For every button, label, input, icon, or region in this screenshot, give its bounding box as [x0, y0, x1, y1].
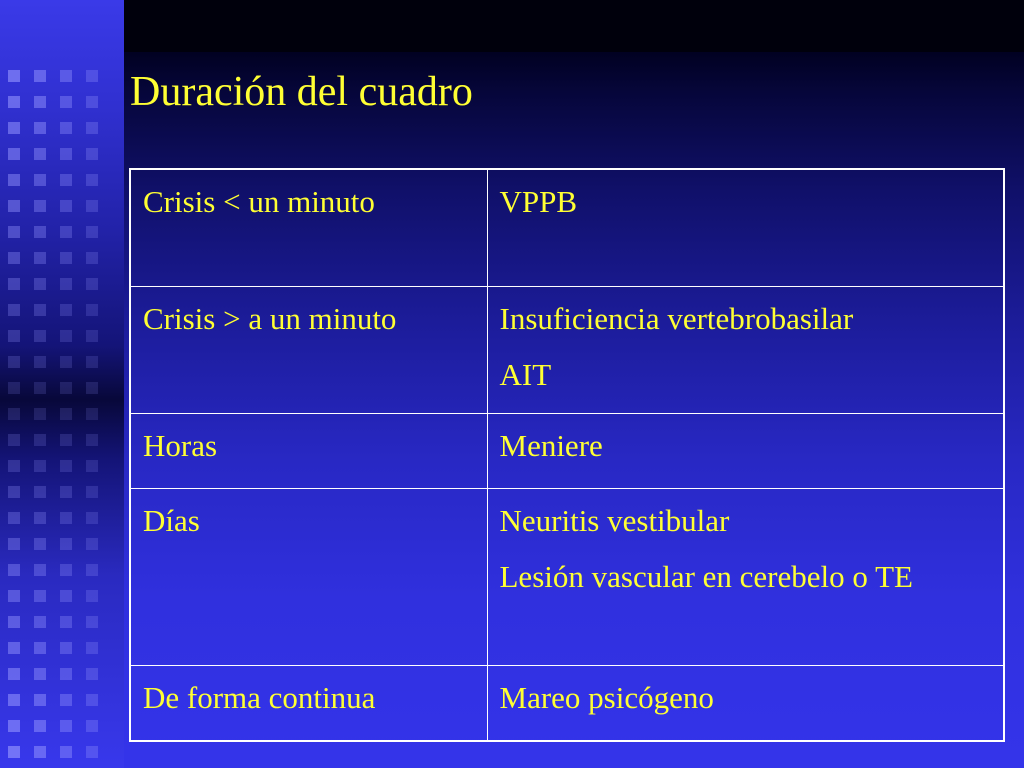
- decorative-square: [8, 746, 20, 758]
- decorative-square: [8, 668, 20, 680]
- decorative-square: [86, 720, 98, 732]
- decorative-square: [8, 694, 20, 706]
- decorative-square: [8, 486, 20, 498]
- diagnosis-cell: [487, 287, 1004, 414]
- duration-cell: Crisis > a un minuto: [130, 287, 487, 414]
- decorative-square: [8, 330, 20, 342]
- decorative-square: [60, 70, 72, 82]
- decorative-square: [86, 174, 98, 186]
- decorative-square: [60, 200, 72, 212]
- diagnosis-cell: [487, 414, 1004, 489]
- diagnosis-text: Mareo psicógeno: [499, 680, 714, 715]
- decorative-square: [34, 720, 46, 732]
- decorative-square: [34, 382, 46, 394]
- decorative-square: [60, 304, 72, 316]
- decorative-square: [8, 538, 20, 550]
- decorative-square: [86, 356, 98, 368]
- decorative-square: [60, 564, 72, 576]
- decorative-square: [60, 668, 72, 680]
- decorative-square: [86, 278, 98, 290]
- diagnosis-cell: [487, 169, 1004, 287]
- decorative-square: [8, 512, 20, 524]
- decorative-square: [34, 694, 46, 706]
- decorative-square: [86, 122, 98, 134]
- diagnosis-text: Meniere: [499, 428, 603, 463]
- decorative-square: [34, 642, 46, 654]
- decorative-square: [8, 226, 20, 238]
- decorative-square: [8, 96, 20, 108]
- decorative-square: [34, 564, 46, 576]
- diagnosis-text: AIT: [499, 357, 552, 392]
- decorative-square: [86, 694, 98, 706]
- decorative-square: [60, 486, 72, 498]
- decorative-square: [34, 174, 46, 186]
- decorative-square: [86, 590, 98, 602]
- decorative-square: [8, 460, 20, 472]
- decorative-square: [86, 408, 98, 420]
- decorative-square: [86, 642, 98, 654]
- decorative-square: [60, 174, 72, 186]
- diagnosis-text: Neuritis vestibular: [499, 503, 730, 538]
- decorative-square: [86, 746, 98, 758]
- duration-cell: Horas: [130, 414, 487, 489]
- decorative-square: [34, 538, 46, 550]
- decorative-square: [8, 434, 20, 446]
- decorative-square: [34, 356, 46, 368]
- decorative-square: [86, 486, 98, 498]
- decorative-square: [60, 616, 72, 628]
- decorative-square: [60, 538, 72, 550]
- decorative-square: [60, 460, 72, 472]
- decorative-square: [34, 226, 46, 238]
- diagnosis-cell: [487, 666, 1004, 742]
- decorative-square: [34, 486, 46, 498]
- decorative-square: [86, 96, 98, 108]
- decorative-square: [34, 668, 46, 680]
- decorative-square: [34, 616, 46, 628]
- decorative-square: [60, 278, 72, 290]
- table-row: [130, 666, 1004, 742]
- decorative-square: [60, 642, 72, 654]
- top-dark-band: [124, 0, 1024, 52]
- decorative-square: [60, 356, 72, 368]
- decorative-square: [60, 330, 72, 342]
- table-row: [130, 414, 1004, 489]
- decorative-square: [86, 616, 98, 628]
- decorative-square: [60, 720, 72, 732]
- decorative-square: [34, 122, 46, 134]
- decorative-square: [86, 330, 98, 342]
- duration-diagnosis-table: [129, 168, 1005, 742]
- duration-cell: Crisis < un minuto: [130, 169, 487, 287]
- decorative-square: [86, 538, 98, 550]
- duration-cell: De forma continua: [130, 666, 487, 742]
- decorative-square: [60, 226, 72, 238]
- decorative-square: [8, 304, 20, 316]
- decorative-square: [8, 278, 20, 290]
- diagnosis-text: Lesión vascular en cerebelo o TE: [499, 559, 913, 594]
- decorative-square: [34, 252, 46, 264]
- decorative-square: [86, 70, 98, 82]
- decorative-square: [34, 148, 46, 160]
- decorative-square: [60, 694, 72, 706]
- decorative-square: [34, 200, 46, 212]
- decorative-square: [86, 304, 98, 316]
- decorative-square: [60, 408, 72, 420]
- decorative-square: [86, 226, 98, 238]
- table-row: [130, 489, 1004, 666]
- square-pattern-decoration: [0, 0, 124, 768]
- decorative-square: [86, 434, 98, 446]
- decorative-square: [86, 460, 98, 472]
- decorative-square: [8, 564, 20, 576]
- decorative-square: [34, 460, 46, 472]
- decorative-square: [86, 668, 98, 680]
- decorative-square: [86, 148, 98, 160]
- decorative-square: [8, 356, 20, 368]
- decorative-square: [8, 408, 20, 420]
- decorative-square: [8, 200, 20, 212]
- decorative-square: [34, 70, 46, 82]
- decorative-square: [8, 590, 20, 602]
- decorative-square: [60, 382, 72, 394]
- decorative-square: [60, 512, 72, 524]
- duration-cell: Días: [130, 489, 487, 666]
- decorative-square: [34, 408, 46, 420]
- decorative-square: [34, 590, 46, 602]
- decorative-square: [34, 512, 46, 524]
- decorative-square: [86, 252, 98, 264]
- decorative-square: [86, 382, 98, 394]
- decorative-square: [34, 304, 46, 316]
- decorative-square: [34, 330, 46, 342]
- decorative-square: [8, 70, 20, 82]
- decorative-square: [8, 252, 20, 264]
- table-row: [130, 287, 1004, 414]
- diagnosis-cell: [487, 489, 1004, 666]
- decorative-square: [34, 746, 46, 758]
- decorative-square: [86, 564, 98, 576]
- slide-title: Duración del cuadro: [130, 69, 473, 115]
- decorative-square: [8, 720, 20, 732]
- decorative-square: [86, 512, 98, 524]
- diagnosis-text: Insuficiencia vertebrobasilar: [499, 301, 854, 336]
- decorative-square: [34, 434, 46, 446]
- decorative-square: [60, 122, 72, 134]
- decorative-square: [34, 96, 46, 108]
- decorative-square: [8, 616, 20, 628]
- table-row: [130, 169, 1004, 287]
- duration-table-container: [129, 168, 1003, 742]
- decorative-square: [8, 174, 20, 186]
- decorative-square: [8, 382, 20, 394]
- decorative-square: [86, 200, 98, 212]
- decorative-square: [60, 148, 72, 160]
- decorative-square: [60, 746, 72, 758]
- decorative-square: [60, 590, 72, 602]
- decorative-square: [34, 278, 46, 290]
- decorative-square: [8, 642, 20, 654]
- decorative-square: [60, 252, 72, 264]
- decorative-square: [60, 434, 72, 446]
- diagnosis-text: VPPB: [499, 184, 578, 219]
- decorative-square: [60, 96, 72, 108]
- decorative-square: [8, 122, 20, 134]
- decorative-square: [8, 148, 20, 160]
